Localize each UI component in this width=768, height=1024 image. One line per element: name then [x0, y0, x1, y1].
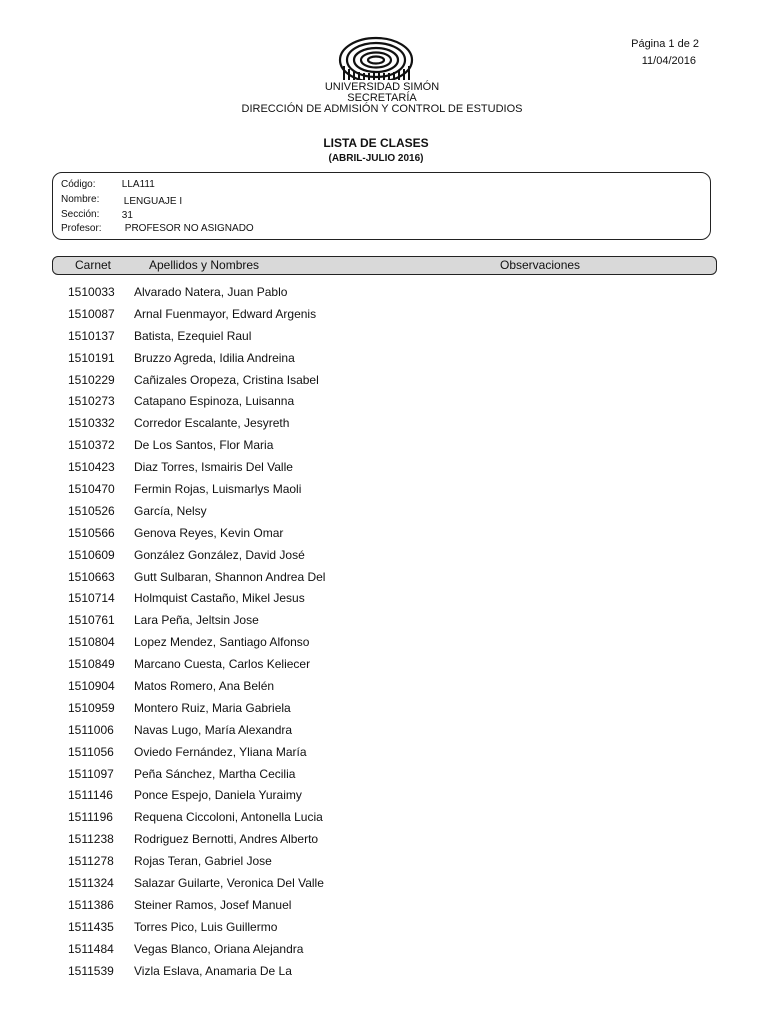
student-name: García, Nelsy: [134, 503, 207, 518]
course-info-box: [52, 172, 711, 240]
table-row: [0, 874, 768, 896]
table-row: [0, 371, 768, 393]
table-row: [0, 568, 768, 590]
university-name: UNIVERSIDAD SIMÓN: [324, 81, 440, 93]
department-name: SECRETARÍA: [347, 92, 417, 104]
student-carnet: 1510273: [68, 394, 115, 409]
student-name: Lopez Mendez, Santiago Alfonso: [134, 635, 310, 650]
student-carnet: 1510332: [68, 416, 115, 431]
student-carnet: 1510849: [68, 657, 115, 672]
student-name: Peña Sánchez, Martha Cecilia: [134, 766, 296, 781]
table-row: [0, 546, 768, 568]
student-carnet: 1510137: [68, 328, 115, 343]
table-row: [0, 611, 768, 633]
table-row: [0, 655, 768, 677]
student-carnet: 1510804: [68, 635, 115, 650]
student-name: Lara Peña, Jeltsin Jose: [134, 613, 259, 628]
student-name: Torres Pico, Luis Guillermo: [134, 919, 278, 934]
student-name: Catapano Espinoza, Luisanna: [134, 394, 295, 409]
student-name: Diaz Torres, Ismairis Del Valle: [134, 460, 293, 475]
student-carnet: 1511324: [68, 876, 114, 891]
student-name: Requena Ciccoloni, Antonella Lucia: [134, 810, 323, 825]
student-carnet: 1510609: [68, 547, 115, 562]
table-row: [0, 458, 768, 480]
table-row: [0, 852, 768, 874]
student-name: Vegas Blanco, Oriana Alejandra: [134, 941, 304, 956]
table-row: [0, 940, 768, 962]
institution-header: [0, 82, 768, 115]
student-carnet: 1511056: [68, 744, 114, 759]
section-label: Sección:: [61, 209, 100, 220]
student-carnet: 1510663: [68, 569, 115, 584]
student-name: Holmquist Castaño, Mikel Jesus: [134, 591, 305, 606]
student-name: Corredor Escalante, Jesyreth: [134, 416, 290, 431]
table-row: [0, 677, 768, 699]
student-carnet: 1511196: [68, 810, 113, 825]
student-carnet: 1510959: [68, 700, 115, 715]
section-row: [61, 209, 133, 220]
column-observaciones: Observaciones: [500, 258, 581, 272]
student-carnet: 1511278: [68, 854, 114, 869]
student-name: Cañizales Oropeza, Cristina Isabel: [134, 372, 319, 387]
student-name: Fermin Rojas, Luismarlys Maoli: [134, 482, 302, 497]
course-name-row: [61, 194, 182, 205]
table-row: [0, 808, 768, 830]
table-row: [0, 633, 768, 655]
student-carnet: 1511146: [68, 788, 113, 803]
student-name: Gutt Sulbaran, Shannon Andrea Del: [134, 569, 326, 584]
student-name: Navas Lugo, María Alexandra: [134, 722, 293, 737]
table-row: [0, 502, 768, 524]
usb-logo-icon: [338, 36, 414, 86]
professor-row: [61, 223, 254, 234]
table-row: [0, 743, 768, 765]
student-name: Matos Romero, Ana Belén: [134, 679, 275, 694]
table-row: [0, 392, 768, 414]
student-name: Steiner Ramos, Josef Manuel: [134, 897, 292, 912]
table-row: [0, 436, 768, 458]
table-row: [0, 918, 768, 940]
student-name: Genova Reyes, Kevin Omar: [134, 525, 284, 540]
table-row: [0, 830, 768, 852]
student-name: González González, David José: [134, 547, 305, 562]
student-name: Vizla Eslava, Anamaria De La: [134, 963, 292, 978]
table-row: [0, 524, 768, 546]
student-carnet: 1511539: [68, 963, 114, 978]
student-carnet: 1510087: [68, 306, 115, 321]
student-carnet: 1511006: [68, 722, 114, 737]
table-row: [0, 765, 768, 787]
course-code-row: [61, 179, 155, 190]
table-row: [0, 786, 768, 808]
table-row: [0, 962, 768, 984]
student-carnet: 1510761: [68, 613, 115, 628]
column-nombres: Apellidos y Nombres: [149, 258, 260, 272]
table-row: [0, 414, 768, 436]
course-code-label: Código:: [61, 179, 96, 190]
student-carnet: 1510714: [68, 591, 115, 606]
course-name-value: LENGUAJE I: [123, 196, 183, 207]
student-name: Oviedo Fernández, Yliana María: [134, 744, 307, 759]
student-carnet: 1510191: [68, 350, 115, 365]
student-name: Ponce Espejo, Daniela Yuraimy: [134, 788, 302, 803]
student-name: Montero Ruiz, Maria Gabriela: [134, 700, 291, 715]
table-header: [52, 256, 717, 275]
student-name: De Los Santos, Flor Maria: [134, 438, 274, 453]
page-title: LISTA DE CLASES: [323, 136, 429, 150]
section-value: 31: [121, 210, 133, 221]
student-name: Bruzzo Agreda, Idilia Andreina: [134, 350, 295, 365]
table-row: [0, 305, 768, 327]
table-row: [0, 589, 768, 611]
student-carnet: 1510423: [68, 460, 115, 475]
course-name-label: Nombre:: [61, 194, 100, 205]
student-name: Marcano Cuesta, Carlos Keliecer: [134, 657, 311, 672]
student-carnet: 1510526: [68, 503, 115, 518]
column-carnet: Carnet: [75, 258, 112, 272]
direction-name: DIRECCIÓN DE ADMISIÓN Y CONTROL DE ESTUDIOS: [241, 103, 523, 115]
student-carnet: 1510470: [68, 482, 115, 497]
table-row: [0, 721, 768, 743]
professor-value: PROFESOR NO ASIGNADO: [124, 223, 254, 234]
academic-period: (ABRIL-JULIO 2016): [328, 153, 424, 164]
student-list: [0, 283, 768, 984]
student-carnet: 1510229: [68, 372, 115, 387]
table-row: [0, 699, 768, 721]
table-row: [0, 480, 768, 502]
student-carnet: 1511386: [68, 897, 114, 912]
student-carnet: 1511097: [68, 766, 114, 781]
table-row: [0, 283, 768, 305]
student-name: Batista, Ezequiel Raul: [134, 328, 252, 343]
professor-label: Profesor:: [61, 223, 102, 234]
student-carnet: 1510566: [68, 525, 115, 540]
student-carnet: 1511238: [68, 832, 114, 847]
student-name: Alvarado Natera, Juan Pablo: [134, 285, 288, 299]
student-carnet: 1511484: [68, 941, 114, 956]
student-name: Rodriguez Bernotti, Andres Alberto: [134, 832, 319, 847]
course-code-value: LLA111: [121, 179, 155, 190]
student-carnet: 1511435: [68, 919, 114, 934]
page-number: Página 1 de 2: [631, 38, 699, 50]
table-row: [0, 896, 768, 918]
print-date: 11/04/2016: [641, 55, 696, 67]
table-row: [0, 327, 768, 349]
student-name: Salazar Guilarte, Veronica Del Valle: [134, 876, 324, 891]
table-row: [0, 349, 768, 371]
student-carnet: 1510372: [68, 438, 115, 453]
student-name: Arnal Fuenmayor, Edward Argenis: [134, 306, 317, 321]
student-name: Rojas Teran, Gabriel Jose: [134, 854, 272, 869]
student-carnet: 1510904: [68, 679, 115, 694]
student-carnet: 1510033: [68, 285, 115, 299]
